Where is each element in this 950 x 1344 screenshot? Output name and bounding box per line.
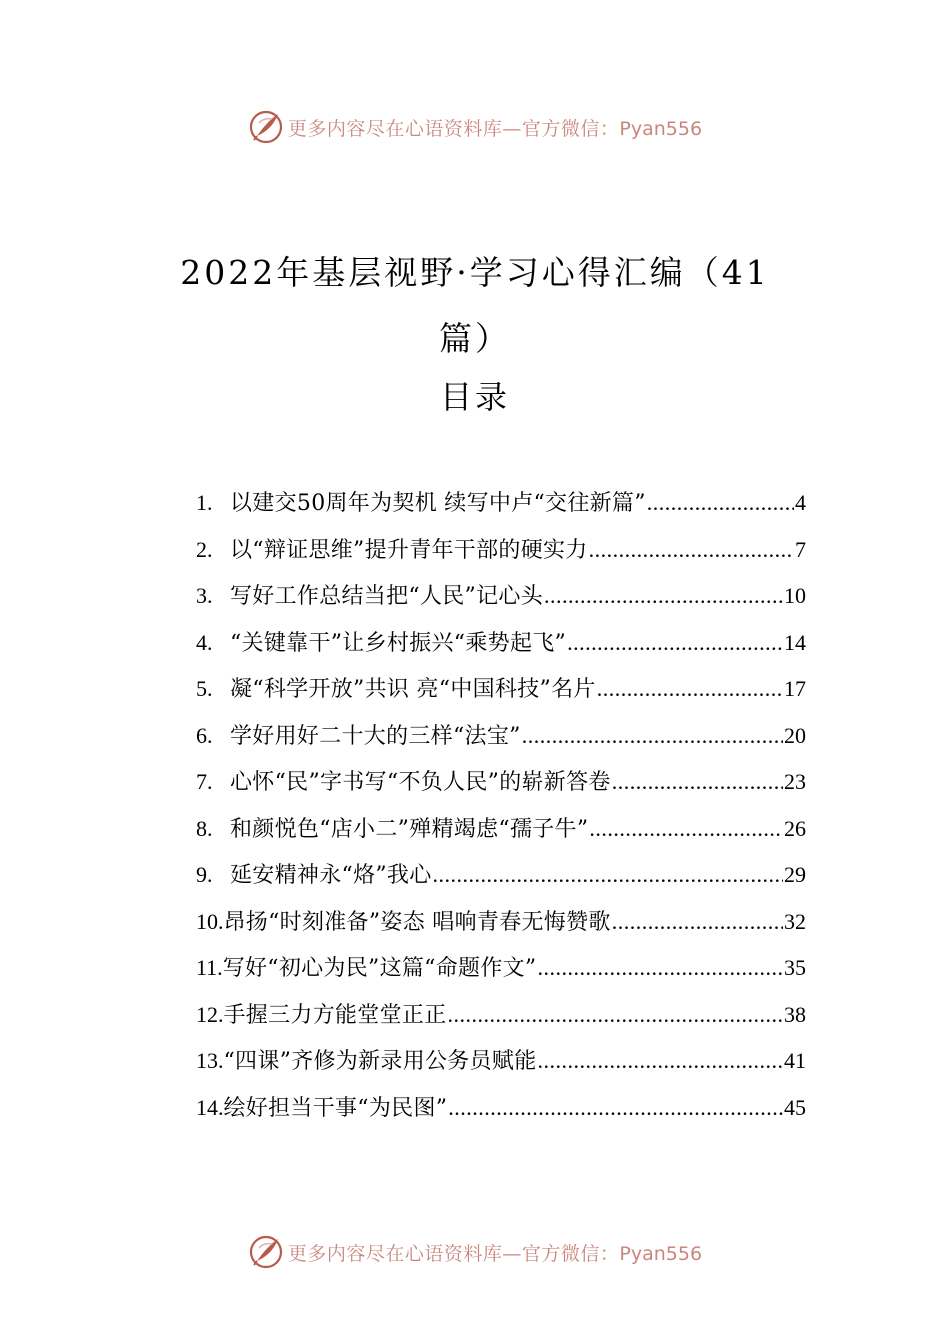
document-title-line-1: 2022年基层视野·学习心得汇编（41 [180,253,770,292]
toc-entry-page: 41 [784,1048,806,1073]
toc-leader-dots [589,816,783,842]
toc-entry-title: 以建交50周年为契机 续写中卢“交往新篇” [230,491,646,516]
toc-leader-dots [544,583,783,609]
toc-entry-number: 11. [196,955,223,980]
toc-entry-page: 45 [784,1094,806,1120]
toc-leader-dots [589,537,794,563]
toc-leader-dots [538,1048,784,1074]
watermark-wechat-id: Pyan556 [619,117,703,140]
toc-leader-dots [448,1002,783,1028]
toc-leader-dots [597,676,783,702]
toc-entry-title: 手握三力方能堂堂正正 [223,1002,447,1028]
toc-entry-page: 20 [784,722,806,748]
toc-entry-title: 学好用好二十大的三样“法宝” [230,723,521,749]
toc-entry-title: 绘好担当干事“为民图” [223,1095,448,1121]
toc-leader-dots [567,630,783,656]
document-title-line-2: 篇） [439,319,511,358]
header-watermark [0,107,950,147]
toc-entry[interactable] [196,998,806,1045]
toc-entry-page: 32 [784,908,806,934]
toc-entry[interactable] [196,579,806,626]
toc-entry-title: 心怀“民”字书写“不负人民”的崭新答卷 [230,770,611,795]
toc-entry-page: 14 [784,629,806,655]
toc-entry-number: 2. [196,536,213,562]
toc-entry[interactable] [196,626,806,673]
toc-entry-page: 17 [784,676,806,701]
quill-pen-logo-icon [248,109,284,145]
toc-entry-page: 26 [784,815,806,841]
toc-entry-page: 7 [795,536,806,562]
toc-entry-number: 6. [196,722,213,748]
toc-entry-number: 12. [196,1001,224,1027]
toc-entry[interactable] [196,812,806,859]
watermark-text: 更多内容尽在心语资料库—官方微信：Pyan556 [287,1242,703,1265]
toc-entry-page: 35 [784,955,806,980]
toc-entry-number: 4. [196,629,213,655]
toc-leader-dots [612,909,783,935]
quill-pen-logo-icon [248,1234,284,1270]
table-of-contents [196,486,806,1137]
toc-leader-dots [522,723,783,749]
toc-entry-page: 29 [784,862,806,887]
toc-entry[interactable] [196,486,806,533]
toc-entry[interactable] [196,765,806,812]
toc-entry-page: 10 [784,583,806,608]
toc-entry[interactable] [196,951,806,998]
toc-leader-dots [612,769,783,795]
toc-entry-title: 以“辩证思维”提升青年干部的硬实力 [230,537,588,563]
footer-watermark [0,1232,950,1272]
toc-entry-title: 延安精神永“烙”我心 [230,863,432,888]
toc-entry-page: 38 [784,1001,806,1027]
toc-heading: 目录 [439,378,510,416]
toc-entry-page: 23 [784,769,806,794]
toc-entry[interactable] [196,858,806,905]
toc-entry[interactable] [196,533,806,580]
document-title [150,240,800,372]
toc-entry[interactable] [196,905,806,952]
toc-entry-number: 1. [196,490,213,515]
toc-leader-dots [647,490,794,516]
toc-entry-number: 10. [196,908,224,934]
toc-entry-number: 7. [196,769,213,794]
watermark-text: 更多内容尽在心语资料库—官方微信：Pyan556 [287,117,703,140]
toc-entry-number: 8. [196,815,213,841]
toc-entry-number: 13. [196,1048,224,1073]
toc-entry[interactable] [196,1091,806,1138]
toc-entry-title: “四课”齐修为新录用公务员赋能 [223,1049,537,1074]
toc-entry-title: 和颜悦色“店小二”殚精竭虑“孺子牛” [230,816,589,842]
toc-entry-number: 3. [196,583,213,608]
toc-entry-title: 昂扬“时刻准备”姿态 唱响青春无悔赞歌 [223,909,611,935]
watermark-wechat-id: Pyan556 [619,1242,703,1265]
toc-entry-number: 14. [196,1094,224,1120]
toc-entry[interactable] [196,1044,806,1091]
toc-leader-dots [537,955,783,981]
toc-entry[interactable] [196,672,806,719]
toc-entry-title: 凝“科学开放”共识 亮“中国科技”名片 [230,677,596,702]
toc-entry-number: 9. [196,862,213,887]
toc-leader-dots [433,862,784,888]
toc-leader-dots [448,1095,783,1121]
toc-entry-page: 4 [795,490,806,515]
toc-entry-title: 写好工作总结当把“人民”记心头 [230,584,543,609]
toc-entry-number: 5. [196,676,213,701]
toc-entry-title: 写好“初心为民”这篇“命题作文” [222,956,537,981]
toc-entry-title: “关键靠干”让乡村振兴“乘势起飞” [230,630,567,656]
toc-entry[interactable] [196,719,806,766]
